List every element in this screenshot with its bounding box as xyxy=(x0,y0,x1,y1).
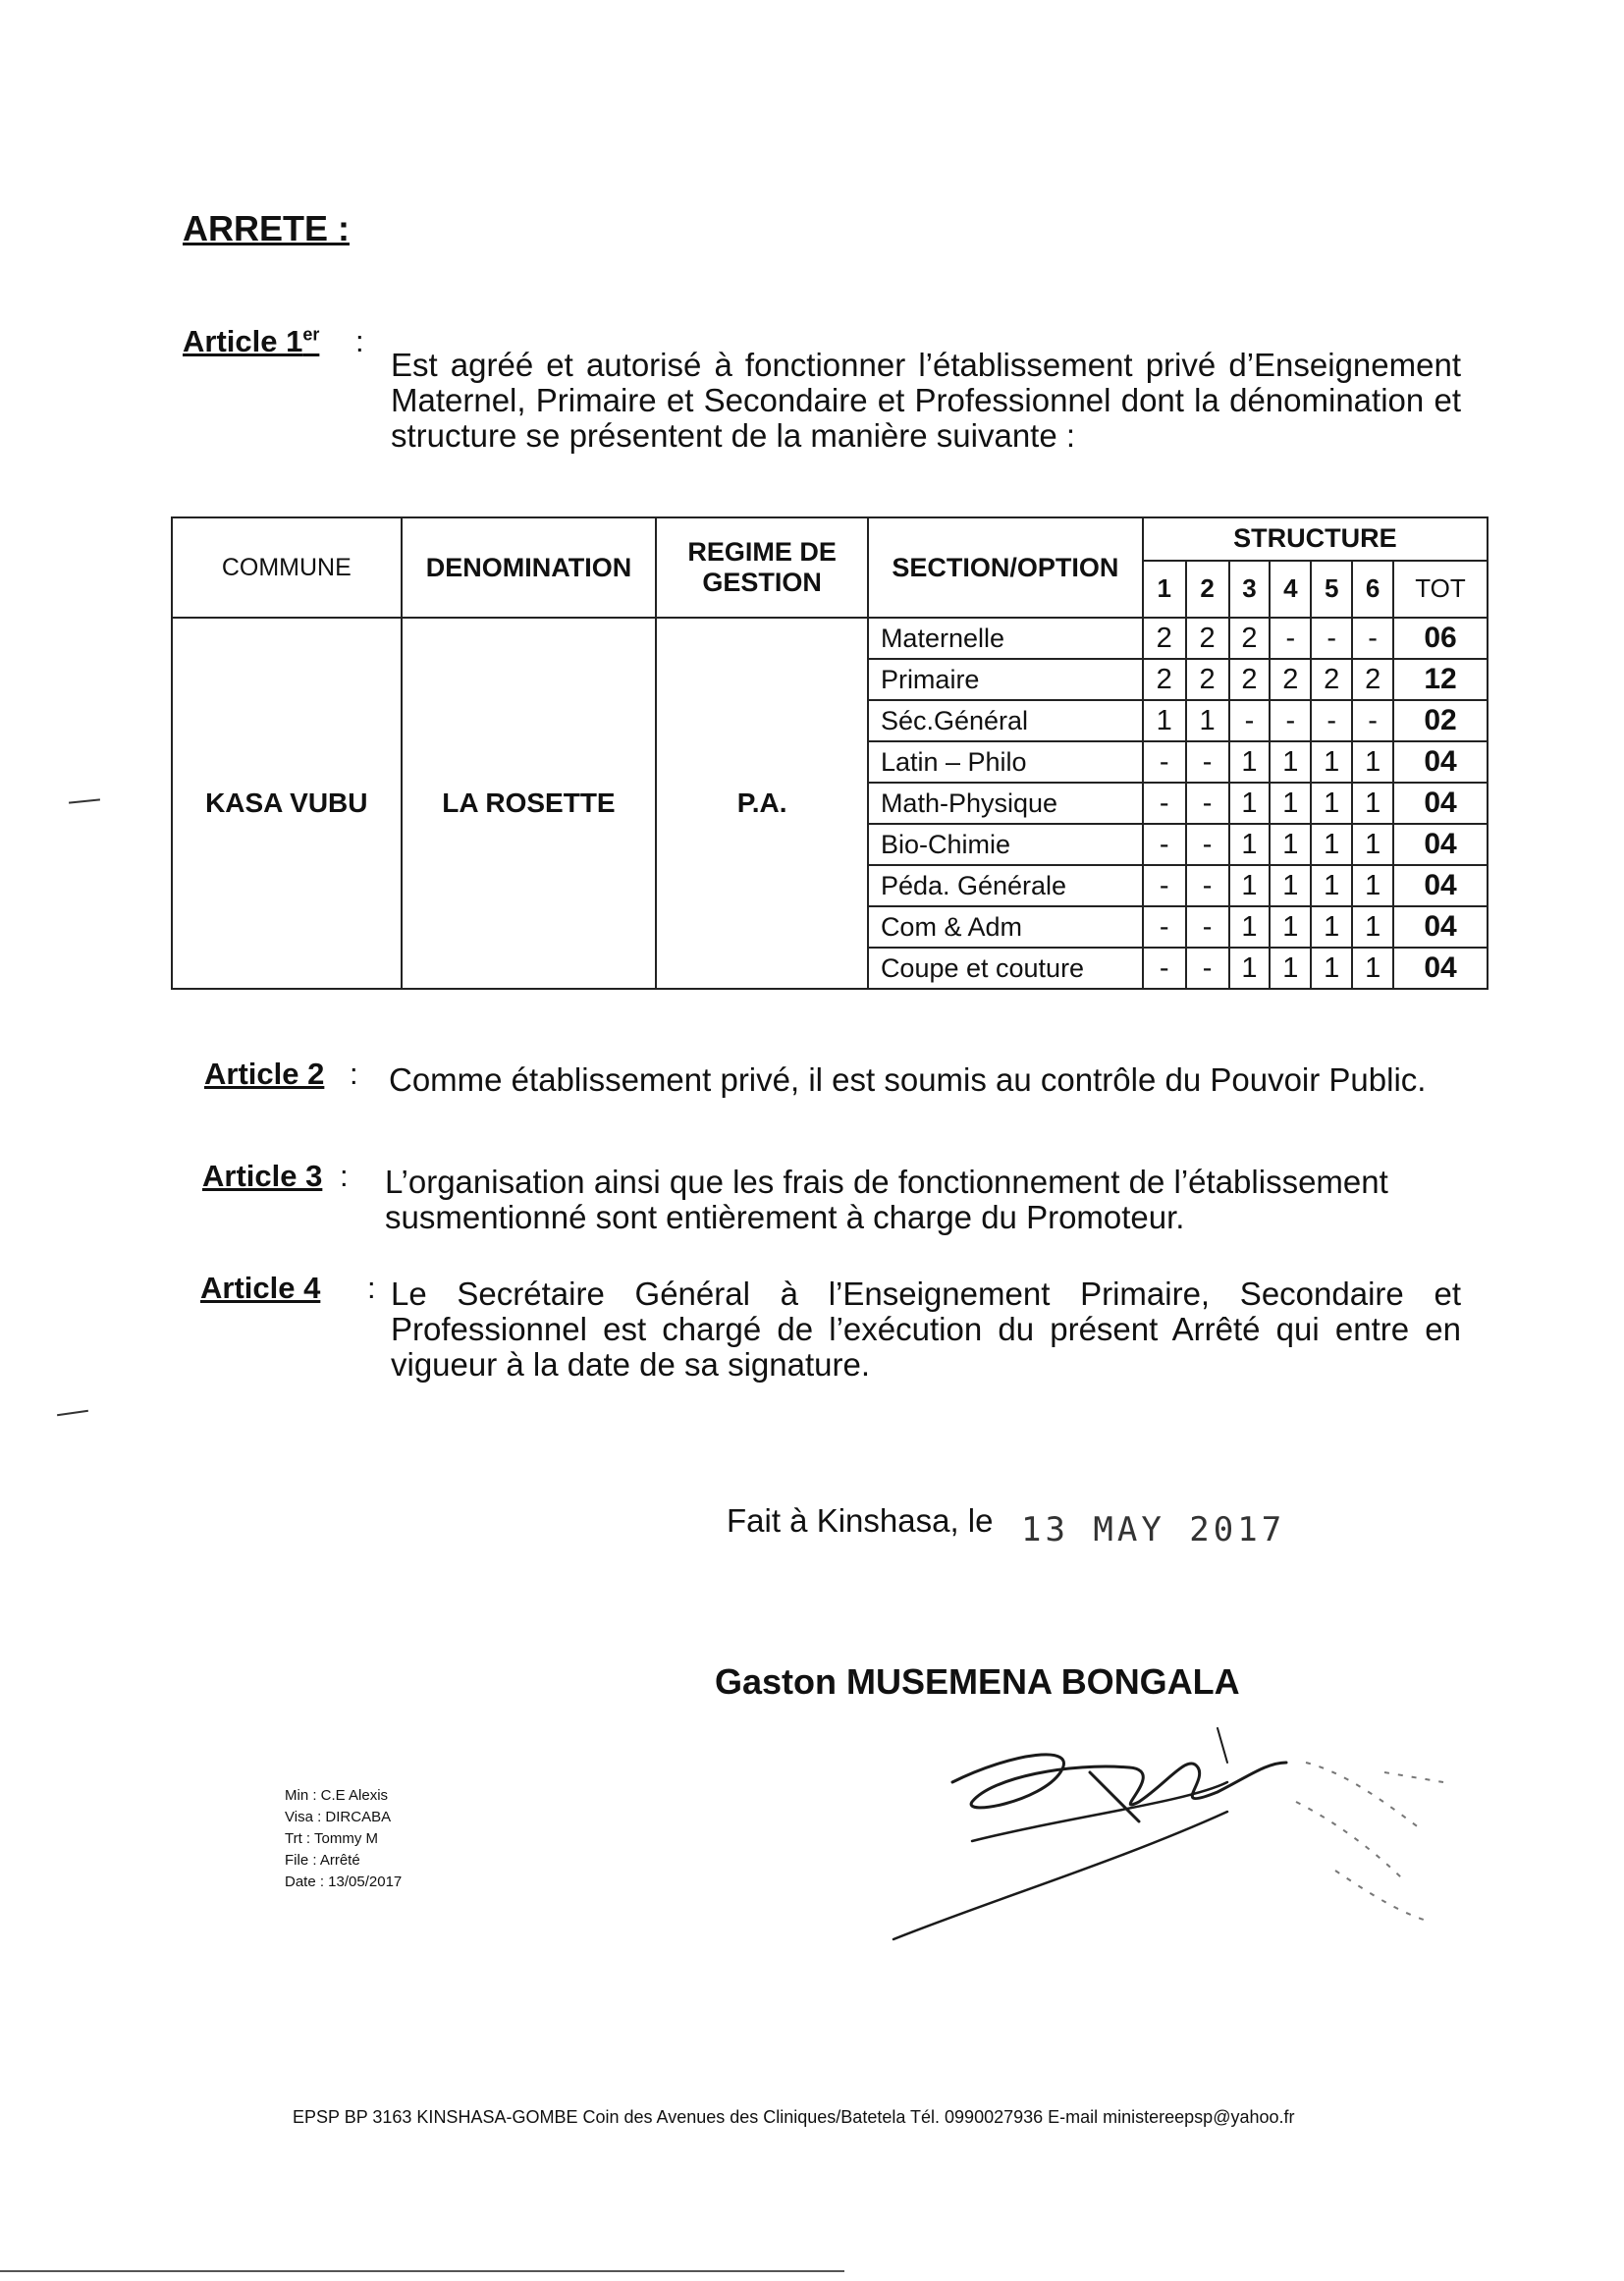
article-3-colon: : xyxy=(340,1159,349,1193)
header-col-6: 6 xyxy=(1352,561,1393,618)
cell-year-4: 1 xyxy=(1270,783,1311,824)
cell-year-3: 2 xyxy=(1229,618,1271,659)
cell-year-6: - xyxy=(1352,618,1393,659)
cell-year-5: 1 xyxy=(1311,741,1352,783)
meta-file: File : Arrêté xyxy=(285,1852,360,1869)
cell-year-3: 1 xyxy=(1229,824,1271,865)
place-and-date-label: Fait à Kinshasa, le xyxy=(727,1502,994,1539)
cell-section: Com & Adm xyxy=(868,906,1143,948)
cell-year-2: - xyxy=(1186,824,1229,865)
header-denomination: DENOMINATION xyxy=(402,517,657,618)
scan-mark xyxy=(57,1410,88,1416)
article-1-colon: : xyxy=(355,324,364,358)
header-col-1: 1 xyxy=(1143,561,1186,618)
cell-year-5: 1 xyxy=(1311,906,1352,948)
signer-name: Gaston MUSEMENA BONGALA xyxy=(715,1661,1240,1702)
cell-year-4: - xyxy=(1270,700,1311,741)
cell-section: Péda. Générale xyxy=(868,865,1143,906)
cell-year-2: - xyxy=(1186,741,1229,783)
cell-year-4: 2 xyxy=(1270,659,1311,700)
cell-year-3: 2 xyxy=(1229,659,1271,700)
header-col-2: 2 xyxy=(1186,561,1229,618)
article-4-colon: : xyxy=(367,1271,376,1305)
cell-year-2: - xyxy=(1186,948,1229,989)
cell-year-6: 1 xyxy=(1352,783,1393,824)
footer-address: EPSP BP 3163 KINSHASA-GOMBE Coin des Avenues des Cliniques/Batetela Tél. 0990027936 E-mail ministereepsp@yahoo.fr xyxy=(293,2107,1295,2127)
cell-year-1: - xyxy=(1143,906,1186,948)
cell-section: Math-Physique xyxy=(868,783,1143,824)
cell-year-3: 1 xyxy=(1229,948,1271,989)
cell-year-6: 1 xyxy=(1352,948,1393,989)
cell-year-3: 1 xyxy=(1229,865,1271,906)
cell-year-1: 2 xyxy=(1143,618,1186,659)
article-1-label xyxy=(183,324,319,359)
meta-visa: Visa : DIRCABA xyxy=(285,1809,392,1825)
cell-total: 04 xyxy=(1393,906,1488,948)
article-2-text: Comme établissement privé, il est soumis au contrôle du Pouvoir Public. xyxy=(389,1061,1427,1098)
cell-year-4: 1 xyxy=(1270,824,1311,865)
cell-year-5: - xyxy=(1311,700,1352,741)
cell-year-6: 1 xyxy=(1352,741,1393,783)
article-4-text: Le Secrétaire Général à l’Enseignement Primaire, Secondaire et Professionnel est chargé de l’exécution du présent Arrêté qui entre en vigueur à la date de sa signature. xyxy=(391,1276,1461,1383)
reference-block xyxy=(285,1785,402,1893)
cell-year-4: 1 xyxy=(1270,906,1311,948)
cell-section: Bio-Chimie xyxy=(868,824,1143,865)
article-1-text: Est agréé et autorisé à fonctionner l’établissement privé d’Enseignement Maternel, Primaire et Secondaire et Professionnel dont la dénomination et structure se présentent de la manière suivante : xyxy=(391,347,1461,454)
article-2-label: Article 2 xyxy=(204,1057,325,1091)
header-col-5: 5 xyxy=(1311,561,1352,618)
cell-total: 04 xyxy=(1393,865,1488,906)
cell-year-1: - xyxy=(1143,824,1186,865)
cell-year-1: 2 xyxy=(1143,659,1186,700)
cell-year-3: - xyxy=(1229,700,1271,741)
header-structure: STRUCTURE xyxy=(1143,517,1488,561)
cell-year-3: 1 xyxy=(1229,783,1271,824)
header-section: SECTION/OPTION xyxy=(868,517,1143,618)
header-col-4: 4 xyxy=(1270,561,1311,618)
cell-total: 06 xyxy=(1393,618,1488,659)
cell-year-2: - xyxy=(1186,906,1229,948)
article-4-label: Article 4 xyxy=(200,1271,321,1305)
cell-year-4: 1 xyxy=(1270,741,1311,783)
cell-year-5: - xyxy=(1311,618,1352,659)
header-regime: REGIME DE GESTION xyxy=(656,517,868,618)
meta-trt: Trt : Tommy M xyxy=(285,1830,378,1847)
meta-min: Min : C.E Alexis xyxy=(285,1787,389,1804)
cell-year-6: 1 xyxy=(1352,865,1393,906)
cell-total: 04 xyxy=(1393,824,1488,865)
cell-total: 04 xyxy=(1393,741,1488,783)
cell-section: Séc.Général xyxy=(868,700,1143,741)
cell-total: 04 xyxy=(1393,783,1488,824)
scan-mark xyxy=(69,798,100,803)
cell-year-3: 1 xyxy=(1229,906,1271,948)
cell-year-5: 2 xyxy=(1311,659,1352,700)
cell-year-1: - xyxy=(1143,741,1186,783)
cell-year-5: 1 xyxy=(1311,824,1352,865)
cell-year-4: 1 xyxy=(1270,865,1311,906)
cell-denomination: LA ROSETTE xyxy=(402,618,657,989)
meta-date: Date : 13/05/2017 xyxy=(285,1874,403,1890)
article-1-label-text: Article 1 xyxy=(183,324,303,358)
cell-section: Primaire xyxy=(868,659,1143,700)
cell-total: 02 xyxy=(1393,700,1488,741)
header-col-tot: TOT xyxy=(1393,561,1488,618)
bottom-edge-line xyxy=(0,2270,844,2272)
cell-year-5: 1 xyxy=(1311,948,1352,989)
article-1-sup: er xyxy=(302,324,320,345)
article-3-text: L’organisation ainsi que les frais de fonctionnement de l’établissement susmentionné sont entièrement à charge du Promoteur. xyxy=(385,1164,1388,1235)
cell-year-1: - xyxy=(1143,948,1186,989)
cell-year-2: - xyxy=(1186,783,1229,824)
cell-year-6: 1 xyxy=(1352,906,1393,948)
cell-total: 04 xyxy=(1393,948,1488,989)
cell-total: 12 xyxy=(1393,659,1488,700)
cell-section: Maternelle xyxy=(868,618,1143,659)
cell-year-4: 1 xyxy=(1270,948,1311,989)
cell-year-1: - xyxy=(1143,783,1186,824)
date-stamp: 13 MAY 2017 xyxy=(1021,1510,1286,1549)
article-3-label: Article 3 xyxy=(202,1159,323,1193)
article-2-colon: : xyxy=(350,1057,358,1091)
cell-year-2: 1 xyxy=(1186,700,1229,741)
cell-commune: KASA VUBU xyxy=(172,618,402,989)
page-heading: ARRETE : xyxy=(183,208,350,248)
cell-year-5: 1 xyxy=(1311,783,1352,824)
header-commune: COMMUNE xyxy=(172,517,402,618)
cell-year-6: 1 xyxy=(1352,824,1393,865)
cell-section: Coupe et couture xyxy=(868,948,1143,989)
cell-year-5: 1 xyxy=(1311,865,1352,906)
cell-year-4: - xyxy=(1270,618,1311,659)
cell-year-1: - xyxy=(1143,865,1186,906)
header-col-3: 3 xyxy=(1229,561,1271,618)
cell-year-2: 2 xyxy=(1186,659,1229,700)
cell-year-6: 2 xyxy=(1352,659,1393,700)
cell-year-2: - xyxy=(1186,865,1229,906)
cell-year-3: 1 xyxy=(1229,741,1271,783)
table-row xyxy=(172,618,1488,659)
handwritten-signature xyxy=(874,1723,1483,1959)
cell-year-6: - xyxy=(1352,700,1393,741)
cell-section: Latin – Philo xyxy=(868,741,1143,783)
structure-table xyxy=(171,516,1489,990)
cell-regime: P.A. xyxy=(656,618,868,989)
cell-year-1: 1 xyxy=(1143,700,1186,741)
cell-year-2: 2 xyxy=(1186,618,1229,659)
